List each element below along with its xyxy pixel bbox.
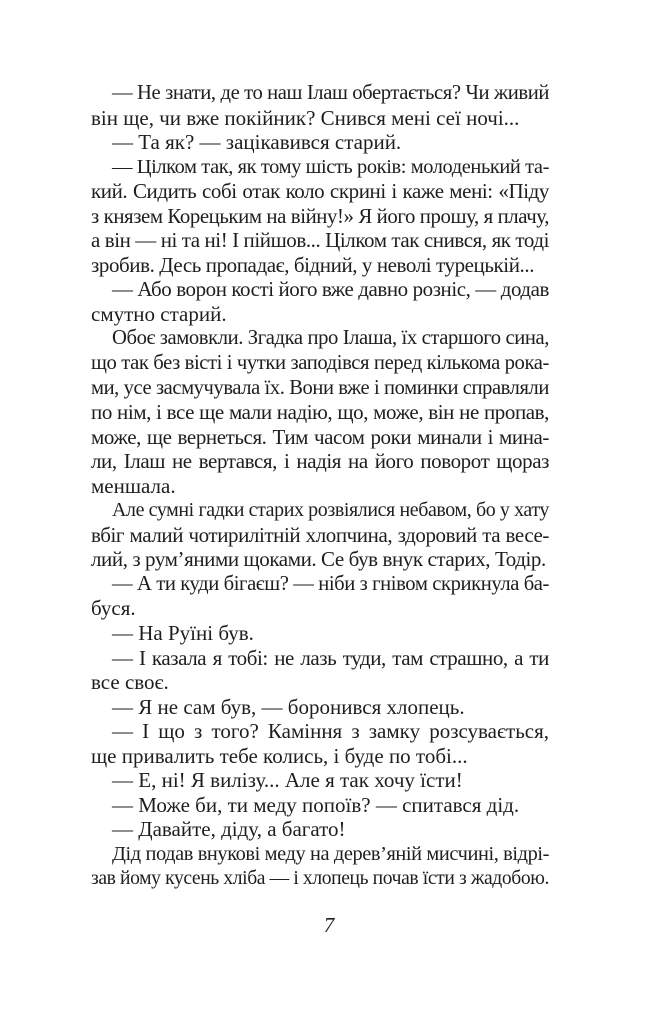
text-line: ми, усе засмучувала їх. Вони вже і поминки справляли bbox=[91, 376, 549, 399]
text-line: — Або ворон кості його вже давно розніс, — додав bbox=[112, 277, 549, 302]
text-line: Обоє замовкли. Згадка про Ілаша, їх старшого сина, bbox=[112, 327, 549, 350]
text-line: лий, з рум’яними щоками. Се був внук старих, Тодір. bbox=[91, 547, 546, 572]
text-line: Але сумні гадки старих розвіялися небавом, бо у хату bbox=[112, 499, 549, 522]
text-line: зробив. Десь пропадає, бідний, у неволі турецькій... bbox=[91, 252, 535, 277]
text-line: може, ще вернеться. Тим часом роки минали і мина- bbox=[91, 424, 549, 449]
text-line: — І казала я тобі: не лазь туди, там страшно, а ти bbox=[112, 645, 549, 670]
text-line: по нім, і все ще мали надію, що, може, він не пропав, bbox=[91, 400, 549, 425]
text-line: — А ти куди бігаєш? — ніби з гнівом скрикнула ба- bbox=[112, 572, 549, 595]
text-line: що так без вісті і чутки заподівся перед кількома рока- bbox=[91, 352, 549, 375]
text-line: він ще, чи вже покійник? Снився мені сеї ночі... bbox=[91, 105, 520, 130]
text-line: ли, Ілаш не вертався, і надія на його поворот щораз bbox=[91, 449, 549, 474]
text-line: — На Руїні був. bbox=[112, 621, 254, 646]
text-line: а він — ні та ні! І пійшов... Цілком так снився, як тоді bbox=[91, 228, 549, 253]
text-line: вбіг малий чотирилітній хлопчина, здоровий та весе- bbox=[91, 522, 549, 547]
text-line: зав йому кусень хліба — і хлопець почав їсти з жадобою. bbox=[91, 867, 549, 889]
body-text bbox=[91, 81, 549, 891]
text-line: Дід подав внукові меду на дерев’яній мисчині, відрі- bbox=[112, 842, 549, 865]
text-line: — Е, ні! Я вилізу... Але я так хочу їсти! bbox=[112, 768, 463, 793]
text-line: ще привалить тебе колись, і буде по тобі... bbox=[91, 743, 468, 768]
text-line: кий. Сидить собі отак коло скрині і каже мені: «Піду bbox=[91, 179, 549, 204]
text-line: буся. bbox=[91, 596, 136, 621]
text-line: — Давайте, діду, а багато! bbox=[112, 817, 346, 842]
text-line: меншала. bbox=[91, 473, 176, 498]
text-line: — Не знати, де то наш Ілаш обертається? Чи живий bbox=[112, 82, 549, 104]
text-line: — Та як? — зацікавився старий. bbox=[112, 130, 402, 155]
text-line: — Може би, ти меду попоїв? — спитався дід. bbox=[112, 792, 520, 817]
text-line: з князем Корецьким на війну!» Я його прошу, я плачу, bbox=[91, 203, 549, 228]
page-number: 7 bbox=[323, 913, 335, 937]
text-line: все своє. bbox=[91, 670, 169, 695]
text-line: — І що з того? Каміння з замку розсувається, bbox=[112, 719, 549, 744]
text-line: смутно старий. bbox=[91, 301, 227, 326]
text-line: — Я не сам був, — боронився хлопець. bbox=[112, 694, 465, 719]
text-line: — Цілком так, як тому шість років: молоденький та- bbox=[112, 155, 549, 178]
